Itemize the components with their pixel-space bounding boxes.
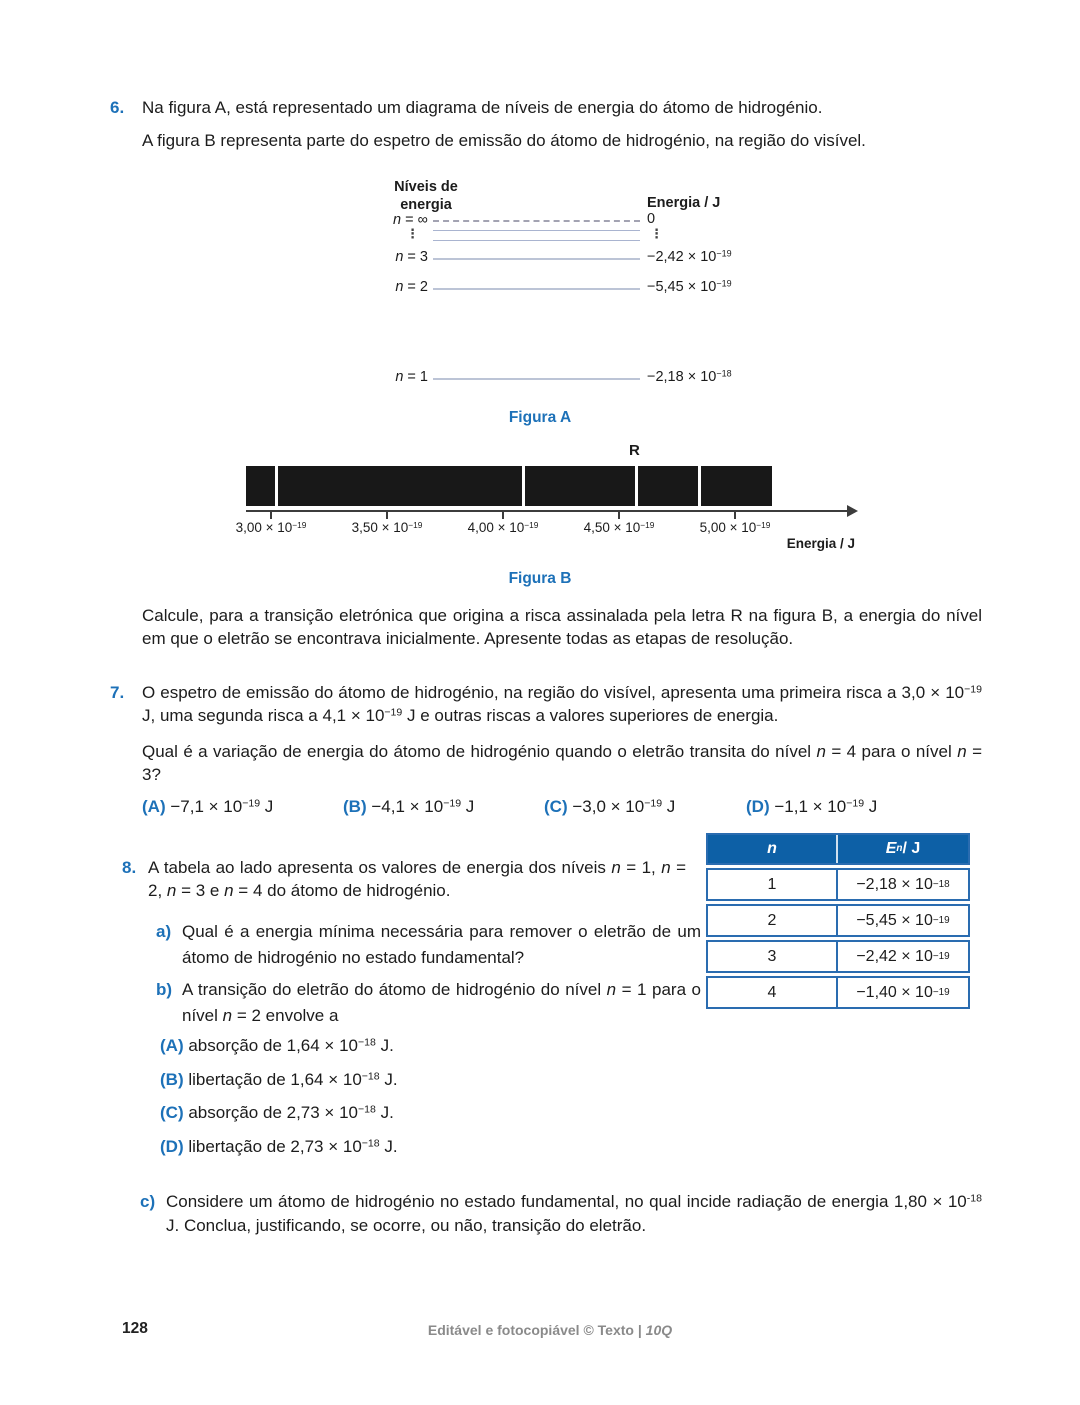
table-header-energy: E n / J	[885, 840, 921, 857]
table-row: 3 −2,42 × 10 −19	[706, 940, 970, 973]
emission-line-2	[522, 466, 525, 506]
table-row: 4 −1,40 × 10 −19	[706, 976, 970, 1009]
axis-title: Energia / J	[786, 536, 855, 551]
axis-tick-label-4: $4,50 \times 10^{-19}$	[583, 519, 655, 535]
emission-line-3-r	[635, 466, 638, 506]
vertical-ellipsis-right: ⋮	[650, 226, 663, 241]
page-number: 128	[122, 1320, 148, 1337]
figure-b-emission-spectrum	[0, 440, 1080, 570]
figure-b-caption: Figura B	[508, 570, 572, 587]
vertical-ellipsis-left: ⋮	[406, 226, 419, 241]
axis-tick-5	[734, 511, 736, 519]
figure-a-left-title: Níveis de energia	[394, 179, 458, 213]
question-8-number: 8.	[122, 858, 137, 877]
level-label-infinity: n = ∞	[393, 212, 428, 228]
spectrum-band	[246, 466, 772, 506]
question-7-options	[142, 795, 982, 821]
option-d: $(D) -1,1 \times 10^{-19}$ J	[746, 797, 878, 816]
option-b: (B) libertação de $1,64 \times 10^{-18}$ J.	[160, 1070, 398, 1089]
question-8a-label: a)	[156, 922, 172, 941]
figure-a-caption: Figura A	[508, 409, 572, 426]
axis-tick-label-5: $5,00 \times 10^{-19}$	[699, 519, 771, 535]
emission-line-4	[698, 466, 701, 506]
level-line-n2	[433, 288, 640, 290]
axis-tick-3	[502, 511, 504, 519]
option-a: (A) absorção de $1,64 \times 10^{-18}$ J.	[160, 1036, 394, 1055]
table-row: 1 −2,18 × 10 −18	[706, 868, 970, 901]
level-line-n1	[433, 378, 640, 380]
table-header-n: n	[708, 835, 838, 863]
energy-levels-table	[706, 833, 970, 1012]
question-7	[110, 681, 982, 821]
question-7-paragraph-2: Qual é a variação de energia do átomo de hidrogénio quando o eletrão transita do nível n = 4 para o nível n = 3?	[142, 742, 982, 784]
question-6-paragraph-2: A figura B representa parte do espetro de emissão do átomo de hidrogénio, na região do visível.	[142, 131, 866, 150]
option-a: $(A) -7,1 \times 10^{-19}$ J	[142, 797, 274, 816]
option-b: $(B) -4,1 \times 10^{-19}$ J	[343, 797, 475, 816]
question-8b-text: A transição do eletrão do átomo de hidrogénio do nível n = 1 para o nível n = 2 envolve a	[182, 980, 701, 1025]
question-8	[122, 856, 686, 902]
question-6-number: 6.	[110, 98, 125, 117]
question-6-instruction: Calcule, para a transição eletrónica que origina a risca assinalada pela letra R na figura B, a energia do nível em que o eletrão se encontrava inicialmente. Apresente todas as etapas de resolução.	[142, 606, 982, 648]
axis-tick-1	[270, 511, 272, 519]
level-label-n2: n = 2	[395, 279, 428, 295]
energy-axis-arrowhead	[847, 505, 858, 517]
level-value-n1: $-2,18 \times 10^{-18}$	[647, 368, 732, 385]
question-8c	[140, 1190, 982, 1238]
question-8a	[156, 919, 701, 971]
level-label-n3: n = 3	[395, 249, 428, 265]
question-8b-label: b)	[156, 980, 173, 999]
level-line-n3	[433, 258, 640, 260]
crowded-level-line-1	[433, 230, 640, 231]
question-8a-text: Qual é a energia mínima necessária para remover o eletrão de um átomo de hidrogénio no estado fundamental?	[182, 922, 701, 967]
axis-tick-label-3: $4,00 \times 10^{-19}$	[467, 519, 539, 535]
figure-a-energy-level-diagram	[370, 178, 740, 408]
question-6-paragraph-1: Na figura A, está representado um diagrama de níveis de energia do átomo de hidrogénio.	[142, 98, 823, 117]
figure-a-energy-header: Energia / J	[647, 195, 721, 211]
question-8-intro: A tabela ao lado apresenta os valores de energia dos níveis n = 1, n = 2, n = 3 e n = 4 do átomo de hidrogénio.	[148, 858, 687, 900]
question-7-number: 7.	[110, 683, 125, 702]
level-line-infinity	[433, 220, 640, 222]
option-c: (C) absorção de $2,73 \times 10^{-18}$ J.	[160, 1103, 394, 1122]
axis-tick-label-1: $3,00 \times 10^{-19}$	[235, 519, 307, 535]
option-c: $(C) -3,0 \times 10^{-19}$ J	[544, 797, 676, 816]
axis-tick-4	[618, 511, 620, 519]
energy-axis	[246, 510, 847, 512]
crowded-level-line-2	[433, 240, 640, 241]
table-row: 2 −5,45 × 10 −19	[706, 904, 970, 937]
risca-r-label: R	[629, 442, 640, 459]
question-8c-label: c)	[140, 1192, 156, 1211]
axis-tick-2	[386, 511, 388, 519]
level-value-n3: $-2,42 \times 10^{-19}$	[647, 248, 732, 265]
level-value-infinity: 0	[647, 211, 656, 227]
question-7-paragraph-1: O espetro de emissão do átomo de hidrogénio, na região do visível, apresenta uma primeira risca a $3,0 \times 10^{-19}$ J, uma segunda risca a $4,1 \times 10^{-19}$ J e outras riscas a valores superiores de energia.	[142, 683, 982, 725]
level-label-n1: n = 1	[395, 369, 428, 385]
table-header-row	[706, 833, 970, 865]
footer-text: Editável e fotocopiável © Texto | 10Q	[427, 1322, 673, 1338]
axis-tick-label-2: $3,50 \times 10^{-19}$	[351, 519, 423, 535]
question-6	[110, 96, 982, 152]
emission-line-1	[275, 466, 278, 506]
option-d: (D) libertação de $2,73 \times 10^{-18}$ J.	[160, 1137, 398, 1156]
level-value-n2: $-5,45 \times 10^{-19}$	[647, 278, 732, 295]
question-8c-text: Considere um átomo de hidrogénio no estado fundamental, no qual incide radiação de energia $1,80 \times 10^{-18}$ J. Conclua, justificando, se ocorre, ou não, transição do eletrão.	[166, 1192, 982, 1235]
question-8b	[156, 977, 701, 1029]
